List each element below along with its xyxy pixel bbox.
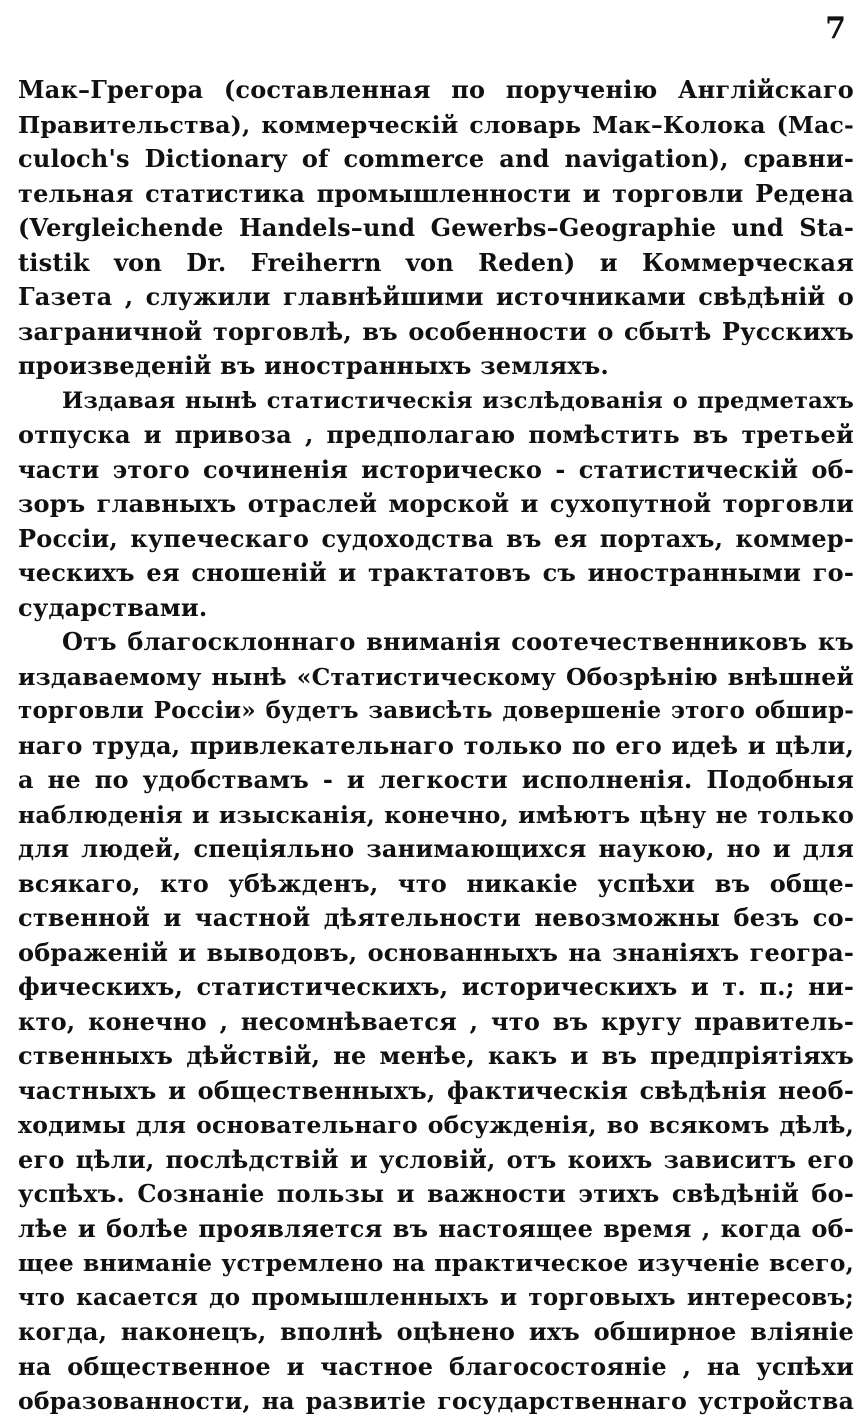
text-line: Россіи, купеческаго судоходства въ ея портахъ, коммер- (18, 523, 854, 553)
text-line: а не по удобствамъ - и легкости исполненія. Подобныя (18, 765, 854, 794)
text-line: торговли Россіи» будетъ зависѣть довершеніе этого обшир- (18, 697, 854, 724)
text-line: тельная статистика промышленности и торговли Редена (18, 178, 854, 208)
text-line: заграничной торговлѣ, въ особенности о сбытѣ Русскихъ (18, 316, 854, 346)
text-line: culoch's Dictionary of commerce and navigation), сравни- (18, 144, 854, 173)
text-line: его цѣли, послѣдствій и условій, отъ коихъ зависитъ его (18, 1144, 854, 1174)
text-line: отпуска и привоза , предполагаю помѣстить въ третьей (18, 420, 854, 449)
text-line: щее вниманіе устремлено на практическое изученіе всего, (18, 1249, 854, 1277)
text-line: (Vergleichende Handels–und Gewerbs–Geographie und Sta- (18, 213, 854, 242)
text-line: части этого сочиненія историческо - статистическій об- (18, 454, 854, 484)
page-number: 7 (825, 11, 846, 46)
text-line: произведеній въ иностранныхъ земляхъ. (18, 351, 609, 380)
text-line: Газета , служили главнѣйшими источниками свѣдѣній о (18, 282, 854, 311)
text-line: ственныхъ дѣйствій, не менѣе, какъ и въ предпріятіяхъ (18, 1041, 854, 1070)
text-line: кто, конечно , несомнѣвается , что въ кругу правитель- (18, 1006, 854, 1036)
text-line: наго труда, привлекательнаго только по его идеѣ и цѣли, (18, 730, 854, 760)
text-line: ходимы для основательнаго обсужденія, во всякомъ дѣлѣ, (18, 1111, 854, 1139)
text-line: зоръ главныхъ отраслей морской и сухопутной торговли (18, 489, 854, 518)
text-line: частныхъ и общественныхъ, фактическія свѣдѣнія необ- (18, 1075, 854, 1105)
text-line: ческихъ ея сношеній и трактатовъ съ иностранными го- (18, 558, 854, 587)
text-line: tistik von Dr. Freiherrn von Reden) и Коммерческая (18, 247, 854, 277)
text-line: ображеній и выводовъ, основанныхъ на знаніяхъ геогра- (18, 937, 854, 967)
text-line: на общественное и частное благосостояніе , на успѣхи (18, 1351, 854, 1381)
text-line: когда, наконецъ, вполнѣ оцѣнено ихъ обширное вліяніе (18, 1317, 854, 1346)
text-line: Отъ благосклоннаго вниманія соотечественниковъ къ (62, 627, 854, 656)
text-line: издаваемому нынѣ «Статистическому Обозрѣнію внѣшней (18, 662, 854, 691)
text-line: успѣхъ. Сознаніе пользы и важности этихъ свѣдѣній бо- (18, 1179, 854, 1208)
text-line: что касается до промышленныхъ и торговыхъ интересовъ; (18, 1283, 854, 1311)
text-line: всякаго, кто убѣжденъ, что никакіе успѣхи въ обще- (18, 868, 854, 898)
text-line: Мак–Грегора (составленная по порученію Англійскаго (18, 75, 854, 104)
text-line: Издавая нынѣ статистическія изслѣдованія о предметахъ (62, 387, 854, 414)
text-line: образованности, на развитіе государственнаго устройства (18, 1387, 854, 1415)
text-line: сударствами. (18, 592, 208, 622)
text-line: Правительства), коммерческій словарь Мак–Колока (Mac- (18, 110, 854, 139)
text-line: фическихъ, статистическихъ, историческихъ и т. п.; ни- (18, 972, 854, 1001)
body-text (18, 73, 854, 1419)
text-line: для людей, спеціяльно занимающихся наукою, но и для (18, 834, 854, 863)
text-line: лѣе и болѣе проявляется въ настоящее время , когда об- (18, 1213, 854, 1243)
text-line: ственной и частной дѣятельности невозможны безъ со- (18, 903, 854, 932)
text-line: наблюденія и изысканія, конечно, имѣютъ цѣну не только (18, 800, 854, 829)
